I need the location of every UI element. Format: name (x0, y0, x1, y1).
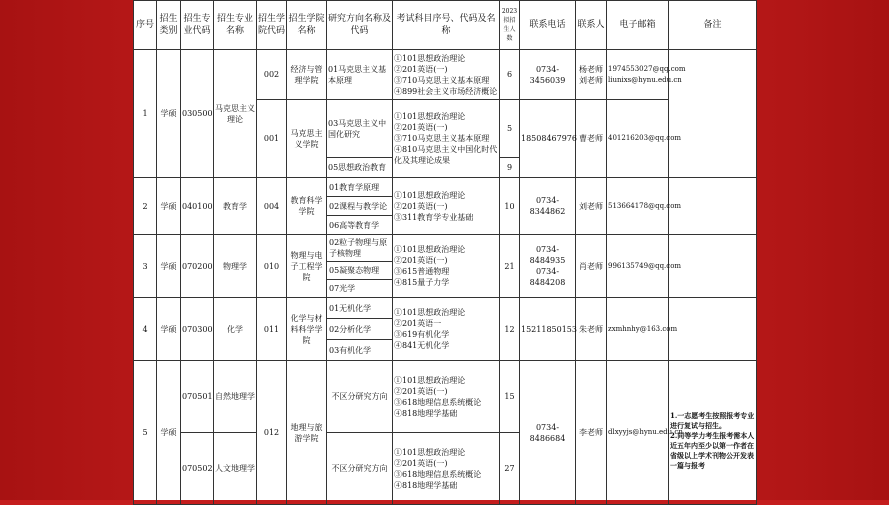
college-code-cell: 004 (257, 178, 287, 235)
major-name-cell: 自然地理学 (214, 361, 257, 433)
quota-cell: 15 (500, 361, 520, 433)
table-row (134, 178, 757, 235)
exam-item: ③710马克思主义基本原理 (394, 134, 490, 143)
phone-cell: 0734-8484935 0734-8484208 (520, 235, 576, 298)
exam-item: ①101思想政治理论 (394, 245, 466, 254)
quota-cell: 27 (500, 433, 520, 505)
category-cell: 学硕 (157, 50, 181, 178)
exam-item: ④899社会主义市场经济概论 (394, 86, 498, 96)
contact-cell: 李老师 (576, 361, 607, 505)
contact-cell: 朱老师 (576, 298, 607, 361)
header-seq: 序号 (134, 1, 157, 50)
header-email: 电子邮箱 (607, 1, 669, 50)
header-college-code: 招生学院代码 (257, 1, 287, 50)
college-code-cell: 002 (257, 50, 287, 100)
direction-cell (327, 298, 393, 361)
direction-item: 06高等教育学 (329, 220, 380, 230)
category-cell: 学硕 (157, 235, 181, 298)
college-code-cell: 011 (257, 298, 287, 361)
quota-cell: 10 (500, 178, 520, 235)
exam-item: ②201英语(一) (394, 256, 448, 265)
direction-item: 05凝聚态物理 (327, 262, 392, 280)
admissions-table-sheet (133, 0, 756, 500)
direction-item: 03有机化学 (329, 345, 372, 355)
exam-item: ①101思想政治理论 (394, 112, 466, 121)
direction-cell: 不区分研究方向 (327, 361, 393, 433)
exam-item: ④841无机化学 (394, 341, 450, 350)
exam-item: ②201英语一 (394, 319, 442, 328)
header-row (134, 1, 757, 50)
exam-cell (393, 235, 500, 298)
college-name-cell: 教育科学学院 (287, 178, 327, 235)
remark-cell: 1.一志愿考生按照报考专业进行复试与招生。 2.同等学力考生报考需本人近五年内至少以第一作者在省级以上学术刊物公开发表一篇与报考 (669, 361, 757, 505)
category-cell: 学硕 (157, 178, 181, 235)
direction-item: 01教育学原理 (327, 178, 392, 197)
email-cell: 996135749@qq.com (607, 235, 669, 298)
exam-item: ①101思想政治理论 (394, 308, 466, 317)
seq-cell: 1 (134, 50, 157, 178)
college-name-cell: 马克思主义学院 (287, 100, 327, 178)
exam-cell (393, 433, 500, 505)
exam-item: ④818地理学基础 (394, 408, 458, 418)
category-cell: 学硕 (157, 361, 181, 505)
header-contact: 联系人 (576, 1, 607, 50)
direction-cell (327, 235, 393, 298)
college-name-cell: 物理与电子工程学院 (287, 235, 327, 298)
direction-item: 01无机化学 (327, 298, 392, 319)
header-major-code: 招生专业代码 (181, 1, 214, 50)
exam-item: ③615普通物理 (394, 267, 450, 276)
exam-item: ②201英语(一) (394, 201, 448, 211)
email-cell: 401216203@qq.com (607, 100, 669, 178)
major-code-cell: 070501 (181, 361, 214, 433)
college-code-cell: 010 (257, 235, 287, 298)
exam-item: ②201英语(一) (394, 64, 448, 74)
contact-cell: 刘老师 (576, 178, 607, 235)
exam-item: ③618地理信息系统概论 (394, 469, 482, 479)
major-name-cell: 马克思主义理论 (214, 50, 257, 178)
exam-cell (393, 100, 500, 178)
direction-item: 07光学 (329, 284, 356, 293)
direction-cell: 03马克思主义中国化研究 (327, 100, 393, 158)
contact-cell: 曹老师 (576, 100, 607, 178)
admissions-table (133, 0, 757, 505)
quota-cell: 5 (500, 100, 520, 158)
major-code-cell: 030500 (181, 50, 214, 178)
exam-cell (393, 50, 500, 100)
category-cell: 学硕 (157, 298, 181, 361)
seq-cell: 3 (134, 235, 157, 298)
seq-cell: 2 (134, 178, 157, 235)
direction-cell: 不区分研究方向 (327, 433, 393, 505)
table-row (134, 361, 757, 433)
exam-item: ①101思想政治理论 (394, 447, 466, 457)
exam-cell (393, 178, 500, 235)
contact-cell: 杨老师 刘老师 (576, 50, 607, 100)
email-cell: 513664178@qq.com (607, 178, 669, 235)
phone-cell: 0734-3456039 (520, 50, 576, 100)
exam-cell (393, 361, 500, 433)
quota-cell: 6 (500, 50, 520, 100)
direction-cell (327, 178, 393, 235)
email-cell: 1974553027@qq.com liunixs@hynu.edu.cn (607, 50, 669, 100)
college-name-cell: 地理与旅游学院 (287, 361, 327, 505)
exam-item: ③311教育学专业基础 (394, 212, 474, 222)
phone-cell: 18508467976 (520, 100, 576, 178)
email-cell: zxmhnhy@163.com (607, 298, 669, 361)
remark-cell (669, 298, 757, 361)
direction-item: 02分析化学 (327, 319, 392, 340)
major-name-cell: 物理学 (214, 235, 257, 298)
header-exam: 考试科目序号、代码及名称 (393, 1, 500, 50)
quota-cell: 21 (500, 235, 520, 298)
exam-item: ④818地理学基础 (394, 480, 458, 490)
major-name-cell: 人文地理学 (214, 433, 257, 505)
college-code-cell: 001 (257, 100, 287, 178)
table-row (134, 235, 757, 298)
exam-item: ①101思想政治理论 (394, 53, 466, 63)
contact-cell: 肖老师 (576, 235, 607, 298)
quota-cell: 12 (500, 298, 520, 361)
exam-item: ②201英语(一) (394, 123, 448, 132)
major-name-cell: 化学 (214, 298, 257, 361)
table-row (134, 50, 757, 100)
exam-item: ④810马克思主义中国化时代化及其理论成果 (394, 145, 498, 165)
seq-cell: 5 (134, 361, 157, 505)
direction-item: 02粒子物理与原子核物理 (327, 235, 392, 262)
exam-item: ①101思想政治理论 (394, 375, 466, 385)
phone-cell: 0734-8486684 (520, 361, 576, 505)
exam-item: ④815量子力学 (394, 278, 450, 287)
major-name-cell: 教育学 (214, 178, 257, 235)
header-major-name: 招生专业名称 (214, 1, 257, 50)
exam-cell (393, 298, 500, 361)
direction-cell: 01马克思主义基本原理 (327, 50, 393, 100)
college-name-cell: 经济与管理学院 (287, 50, 327, 100)
header-quota: 2023拟招生人数 (500, 1, 520, 50)
header-phone: 联系电话 (520, 1, 576, 50)
exam-item: ②201英语(一) (394, 386, 448, 396)
table-row (134, 298, 757, 361)
exam-item: ②201英语(一) (394, 458, 448, 468)
exam-item: ③619有机化学 (394, 330, 450, 339)
header-category: 招生类别 (157, 1, 181, 50)
direction-cell: 05思想政治教育 (327, 158, 393, 178)
exam-item: ①101思想政治理论 (394, 190, 466, 200)
college-name-cell: 化学与材料科学学院 (287, 298, 327, 361)
phone-cell: 15211850153 (520, 298, 576, 361)
header-remark: 备注 (669, 1, 757, 50)
header-direction: 研究方向名称及代码 (327, 1, 393, 50)
major-code-cell: 070300 (181, 298, 214, 361)
major-code-cell: 040100 (181, 178, 214, 235)
phone-cell: 0734-8344862 (520, 178, 576, 235)
remark-cell (669, 235, 757, 298)
college-code-cell: 012 (257, 361, 287, 505)
header-college-name: 招生学院名称 (287, 1, 327, 50)
remark-cell (669, 178, 757, 235)
major-code-cell: 070200 (181, 235, 214, 298)
exam-item: ③618地理信息系统概论 (394, 397, 482, 407)
seq-cell: 4 (134, 298, 157, 361)
email-cell: dlxyyjs@hynu.edu.cn (607, 361, 669, 505)
direction-item: 02课程与教学论 (327, 197, 392, 216)
quota-cell: 9 (500, 158, 520, 178)
exam-item: ③710马克思主义基本原理 (394, 75, 490, 85)
major-code-cell: 070502 (181, 433, 214, 505)
